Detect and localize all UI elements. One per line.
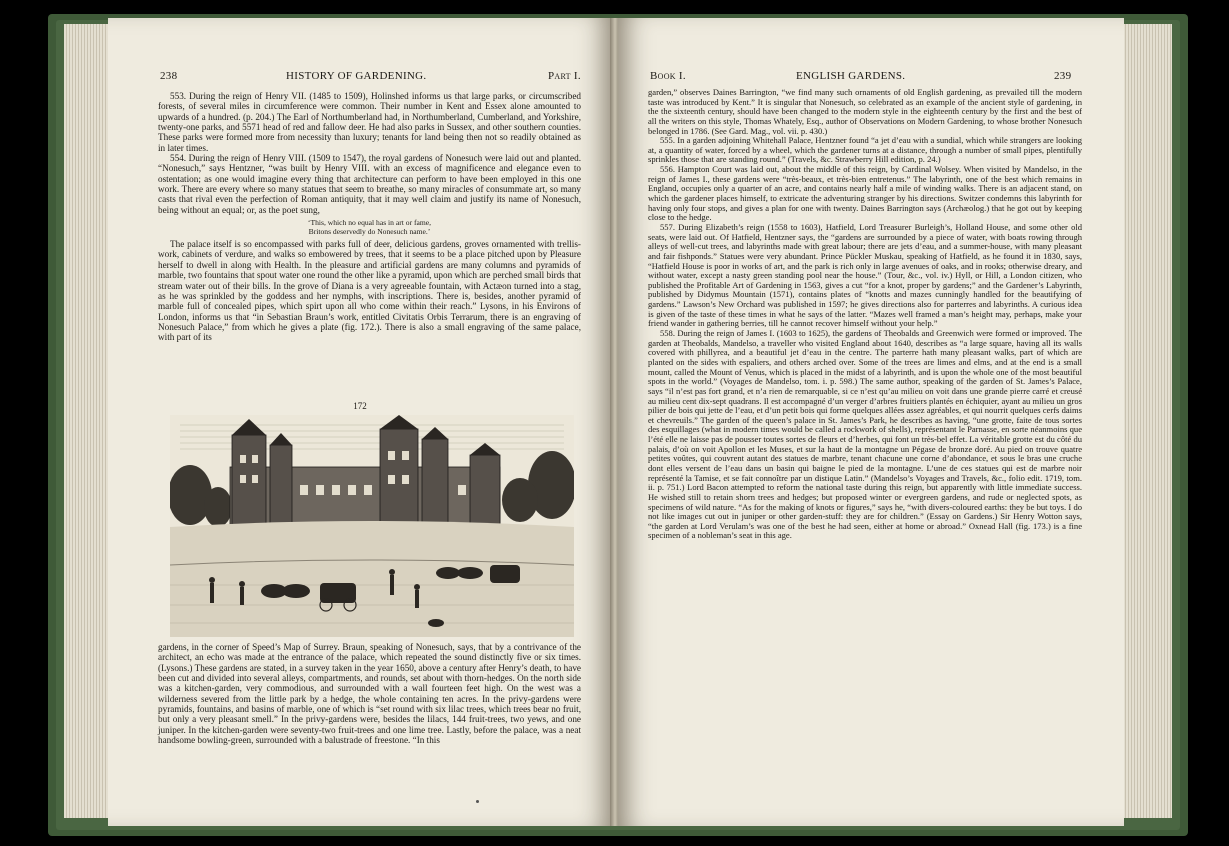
right-part-label: Book I. (650, 70, 686, 82)
verse-line-2: Britons deservedly do Nonesuch name.’ (308, 227, 431, 237)
paragraph-barrington: garden,” observes Daines Barrington, “we find many such ornaments of old English gardening, as prevailed till the modern taste was introduced by Kent.” It is singular that Nonesuch, so celebrated as an example of the ancient style of gardening, in the the sixteenth century, should have been changed to the modern style in the eighteenth century by the first and the best of all the writers on this style, Thomas Whately, Esq., author of Observations on Modern Gardening, to whose brother Nonesuch belonged in 1786. (See Gard. Mag., vol. vii. p. 430.) (648, 87, 1082, 136)
paragraph-555: 555. In a garden adjoining Whitehall Palace, Hentzner found “a jet d’eau with a sundial, which while strangers are looking at, a quantity of water, forced by a wheel, which the gardener turns at a distance, through a number of small pipes, plentifully sprinkles those that are standing round.” (Travels, &c. Strawberry Hill edition, p. 24.) (648, 135, 1082, 165)
nonesuch-palace-engraving (170, 415, 574, 637)
right-page (618, 18, 1124, 826)
paragraph-553: 553. During the reign of Henry VII. (1485 to 1509), Holinshed informs us that large parks, or circumscribed forests, of several miles in circumference were common. Their number in Kent and Essex alone amounted to upwards of a hundred. (p. 204.) The Earl of Northumberland had, in Northumberland, Cumberland, and Yorkshire, twenty-one parks, and 5571 head of red and fallow deer. He had also parks in Sussex, and other southern counties. These parks were formed more from necessity than luxury; tenants for land being then not so readily obtained as in later times. (158, 91, 581, 153)
left-running-head: HISTORY OF GARDENING. (286, 70, 427, 82)
left-part-label: Part I. (548, 70, 581, 82)
left-page (108, 18, 612, 826)
verse-line-1: ‘This, which no equal has in art or fame, (307, 218, 432, 228)
paragraph-557: 557. During Elizabeth’s reign (1558 to 1603), Hatfield, Lord Treasurer Burleigh’s, Holland House, and some other old seats, were laid out. Of Hatfield, Hentzner says, the “gardens are surrounded by a piece of water, with boats rowing through alleys of well-cut trees, and labyrinths made with great labour; there are jets d’eau, and a summer-house, with many pleasant and fair fishponds.” Statues were very abundant. Prince Pückler Muskau, speaking of Hatfield, as he found it in 1830, says, “Hatfield House is poor in works of art, and the park is rich only in large avenues of oaks, and in rooks; otherwise dreary, and without water, except a nasty green standing pool near the house.” (Tour, &c., vol. iv.) Hyll, or Hill, a London citizen, who published the Profitable Art of Gardening in 1563, gives a cut “for a knot, proper by gardens;” and the Gardener’s Labyrinth, published by Didymus Mountain (1571), contains plates of “knotts and mazes cunningly handled for the beautifying of gardens.” Lawson’s New Orchard was published in 1597; he gives directions also for parterres and labyrinths. A curious idea is given of the taste of these times in what he says of the latter. “Mazes well framed a man’s height may, perhaps, make your friend wander in gathering berries, till he cannot recover himself without your help.” (648, 221, 1082, 329)
paragraph-nonesuch-gardens: gardens, in the corner of Speed’s Map of Surrey. Braun, speaking of Nonesuch, says, that by a contrivance of the architect, an echo was made at the entrance of the palace, which repeated the sound distinctly five or six times. (Lysons.) These gardens are stated, in a survey taken in the year 1650, above a century after Henry’s death, to have been cut and divided into several alleys, compartments, and rounds, set about with thorn-hedges. On the north side was a kitchen-garden, very commodious, and surrounded with a wall fourteen feet high. On the west was a wilderness severed from the little park by a hedge, the whole containing ten acres. In the privy-gardens were pyramids, fountains, and basins of marble, one of which is “set round with six lilac trees, which trees bear no fruit, but only a very pleasant smell.” In the privy-gardens were, besides the lilacs, 144 fruit-trees, two yews, and one juniper. In the kitchen-garden were seventy-two fruit-trees and one lime tree. Lastly, before the palace, was a neat handsome bowling-green, surrounded with a balustrade of freestone. “In this (158, 642, 581, 746)
left-text-bottom (158, 642, 581, 745)
page-mark (476, 800, 479, 803)
left-page-number: 238 (160, 70, 178, 82)
paragraph-558: 558. During the reign of James I. (1603 to 1625), the gardens of Theobalds and Greenwich were formed or improved. The garden at Theobalds, Mandelso, a traveller who visited England about 1640, describes as “a large square, having all its walls covered with phillyrea, and a beautiful jet d’eau in the centre. The parterre hath many pleasant walks, part of which are planted on the sides with espaliers, and others arched over. Some of the trees are limes and elms, and at the end is a small mount, called the Mount of Venus, which is placed in the midst of a labyrinth, and is upon the whole one of the most beautiful spots in the world.” (Voyages de Mandelso, tom. i. p. 598.) The same author, speaking of the garden of St. James’s Palace, says “il n’est pas fort grand, et n’a rien de remarquable, si ce n’est qu’au milieu on voit dans une grande pierre carré et creusé au milieu cent dix-sept quadrans. Il est accompagné d’un verger d’arbres fruitiers plantés en échiquier, ayant au milieu un gros pilier de bois qui jette de l’eau, et d’un petit bois qui forme quelques allées assez agréables, et qui nourrit quelques cerfs daims et chevreuils.” The garden of the queen’s palace in St. James’s Park, he describes as having, “une grotte, faite de tous sortes des esquillages (what in modern times would be called a rockwork of shells), représentant le Parnasse, en sorte néanmoins que l’été elle ne laisse pas de pousser toutes sortes de fleurs et d’herbes, qui font un très-bel effet. La véritable grotte est du côté du palais, d’où on voit Apollon et les Muses, et sur la haut de la montagne un Pégase de bronze doré. Au pied on trouve quatre petites voûtes, qui couvrent autant des statues de marbre, tenant chacune une corne d’abondance, et sous le bras une cruche dont elles versent de l’eau dans un basin qui baigne le pied de la montagne. L’une de ces statues qui est de marbre noir représenté la Tamise, et se fait connoître par un distique Latin.” (Mandelso’s Voyages and Travels, &c., folio edit. 1719, tom. ii. p. 751.) Lord Bacon attempted to reform the national taste during this reign, but apparently with little immediate success. He wished still to retain shorn trees and hedges; but proposed winter or evergreen gardens, and rude or neglected spots, as specimens of wild nature. “As for the making of knots or figures,” says he, “with divers-coloured earths: they be but toys. I do not like images cut out in juniper or other garden-stuff: they are for children.” (Essay on Gardens.) Sir Henry Wotton says, “the garden at Lord Verulam’s was one of the best he had seen, either at home or abroad.” Oxnead Hall (fig. 173.) is a fine specimen of a nobleman’s seat in this age. (648, 328, 1082, 541)
paragraph-nonesuch-palace: The palace itself is so encompassed with parks full of deer, delicious gardens, groves ornamented with trellis-work, cabinets of verdure, and walks so embowered by trees, that it seems to be a place pitched upon by Pleasure herself to dwell in along with Health. In the pleasure and artificial gardens are many columns and pyramids of marble, two fountains that spout water one round the other like a pyramid, upon which are perched small birds that stream water out of their bills. In the grove of Diana is a very agreeable fountain, with Actæon turned into a stag, as he was sprinkled by the goddess and her nymphs, with inscriptions. There is, besides, another pyramid of marble full of concealed pipes, which spirt upon all who come within their reach.” Lysons, in his Environs of London, informs us that “in Sebastian Braun’s work, entitled Civitatis Orbis Terrarum, there is an engraving of Nonesuch Palace,” from which he gives a plate (fig. 172.). There is also a small engraving of the same palace, with part of its (158, 239, 581, 343)
page-stack-right (1120, 24, 1172, 818)
right-text (648, 88, 1082, 541)
paragraph-554: 554. During the reign of Henry VIII. (1509 to 1547), the royal gardens of Nonesuch were laid out and planted. “Nonesuch,” says Hentzner, “was built by Henry VIII. with an excess of magnificence and elegance even to ostentation; as one would imagine every thing that architecture can perform to have been employed in this one work. There are every where so many statues that seem to breathe, so many miracles of consummate art, so many casts that rival even the perfection of Roman antiquity, that it may well claim and justify its name of Nonesuch, being without an equal; or, as the poet sung, (158, 153, 581, 215)
page-stack-left (64, 24, 112, 818)
figure-number: 172 (353, 401, 367, 411)
left-text-top (158, 91, 581, 343)
paragraph-556: 556. Hampton Court was laid out, about the middle of this reign, by Cardinal Wolsey. When visited by Mandelso, in the reign of James I., these gardens were “très-beaux, et très-bien entretenus.” The labyrinth, one of the best which remains in England, occupies only a quarter of an acre, and contains nearly half a mile of winding walks. There is an adjacent stand, on which the gardener places himself, to extricate the adventuring stranger by his directions. Switzer condemns this labyrinth for having only four stops, and gives a plan for one with twenty. Daines Barrington says (Archæolog.) that he got out by keeping close to the hedge. (648, 164, 1082, 223)
right-running-head: ENGLISH GARDENS. (796, 70, 906, 82)
right-page-number: 239 (1054, 70, 1072, 82)
